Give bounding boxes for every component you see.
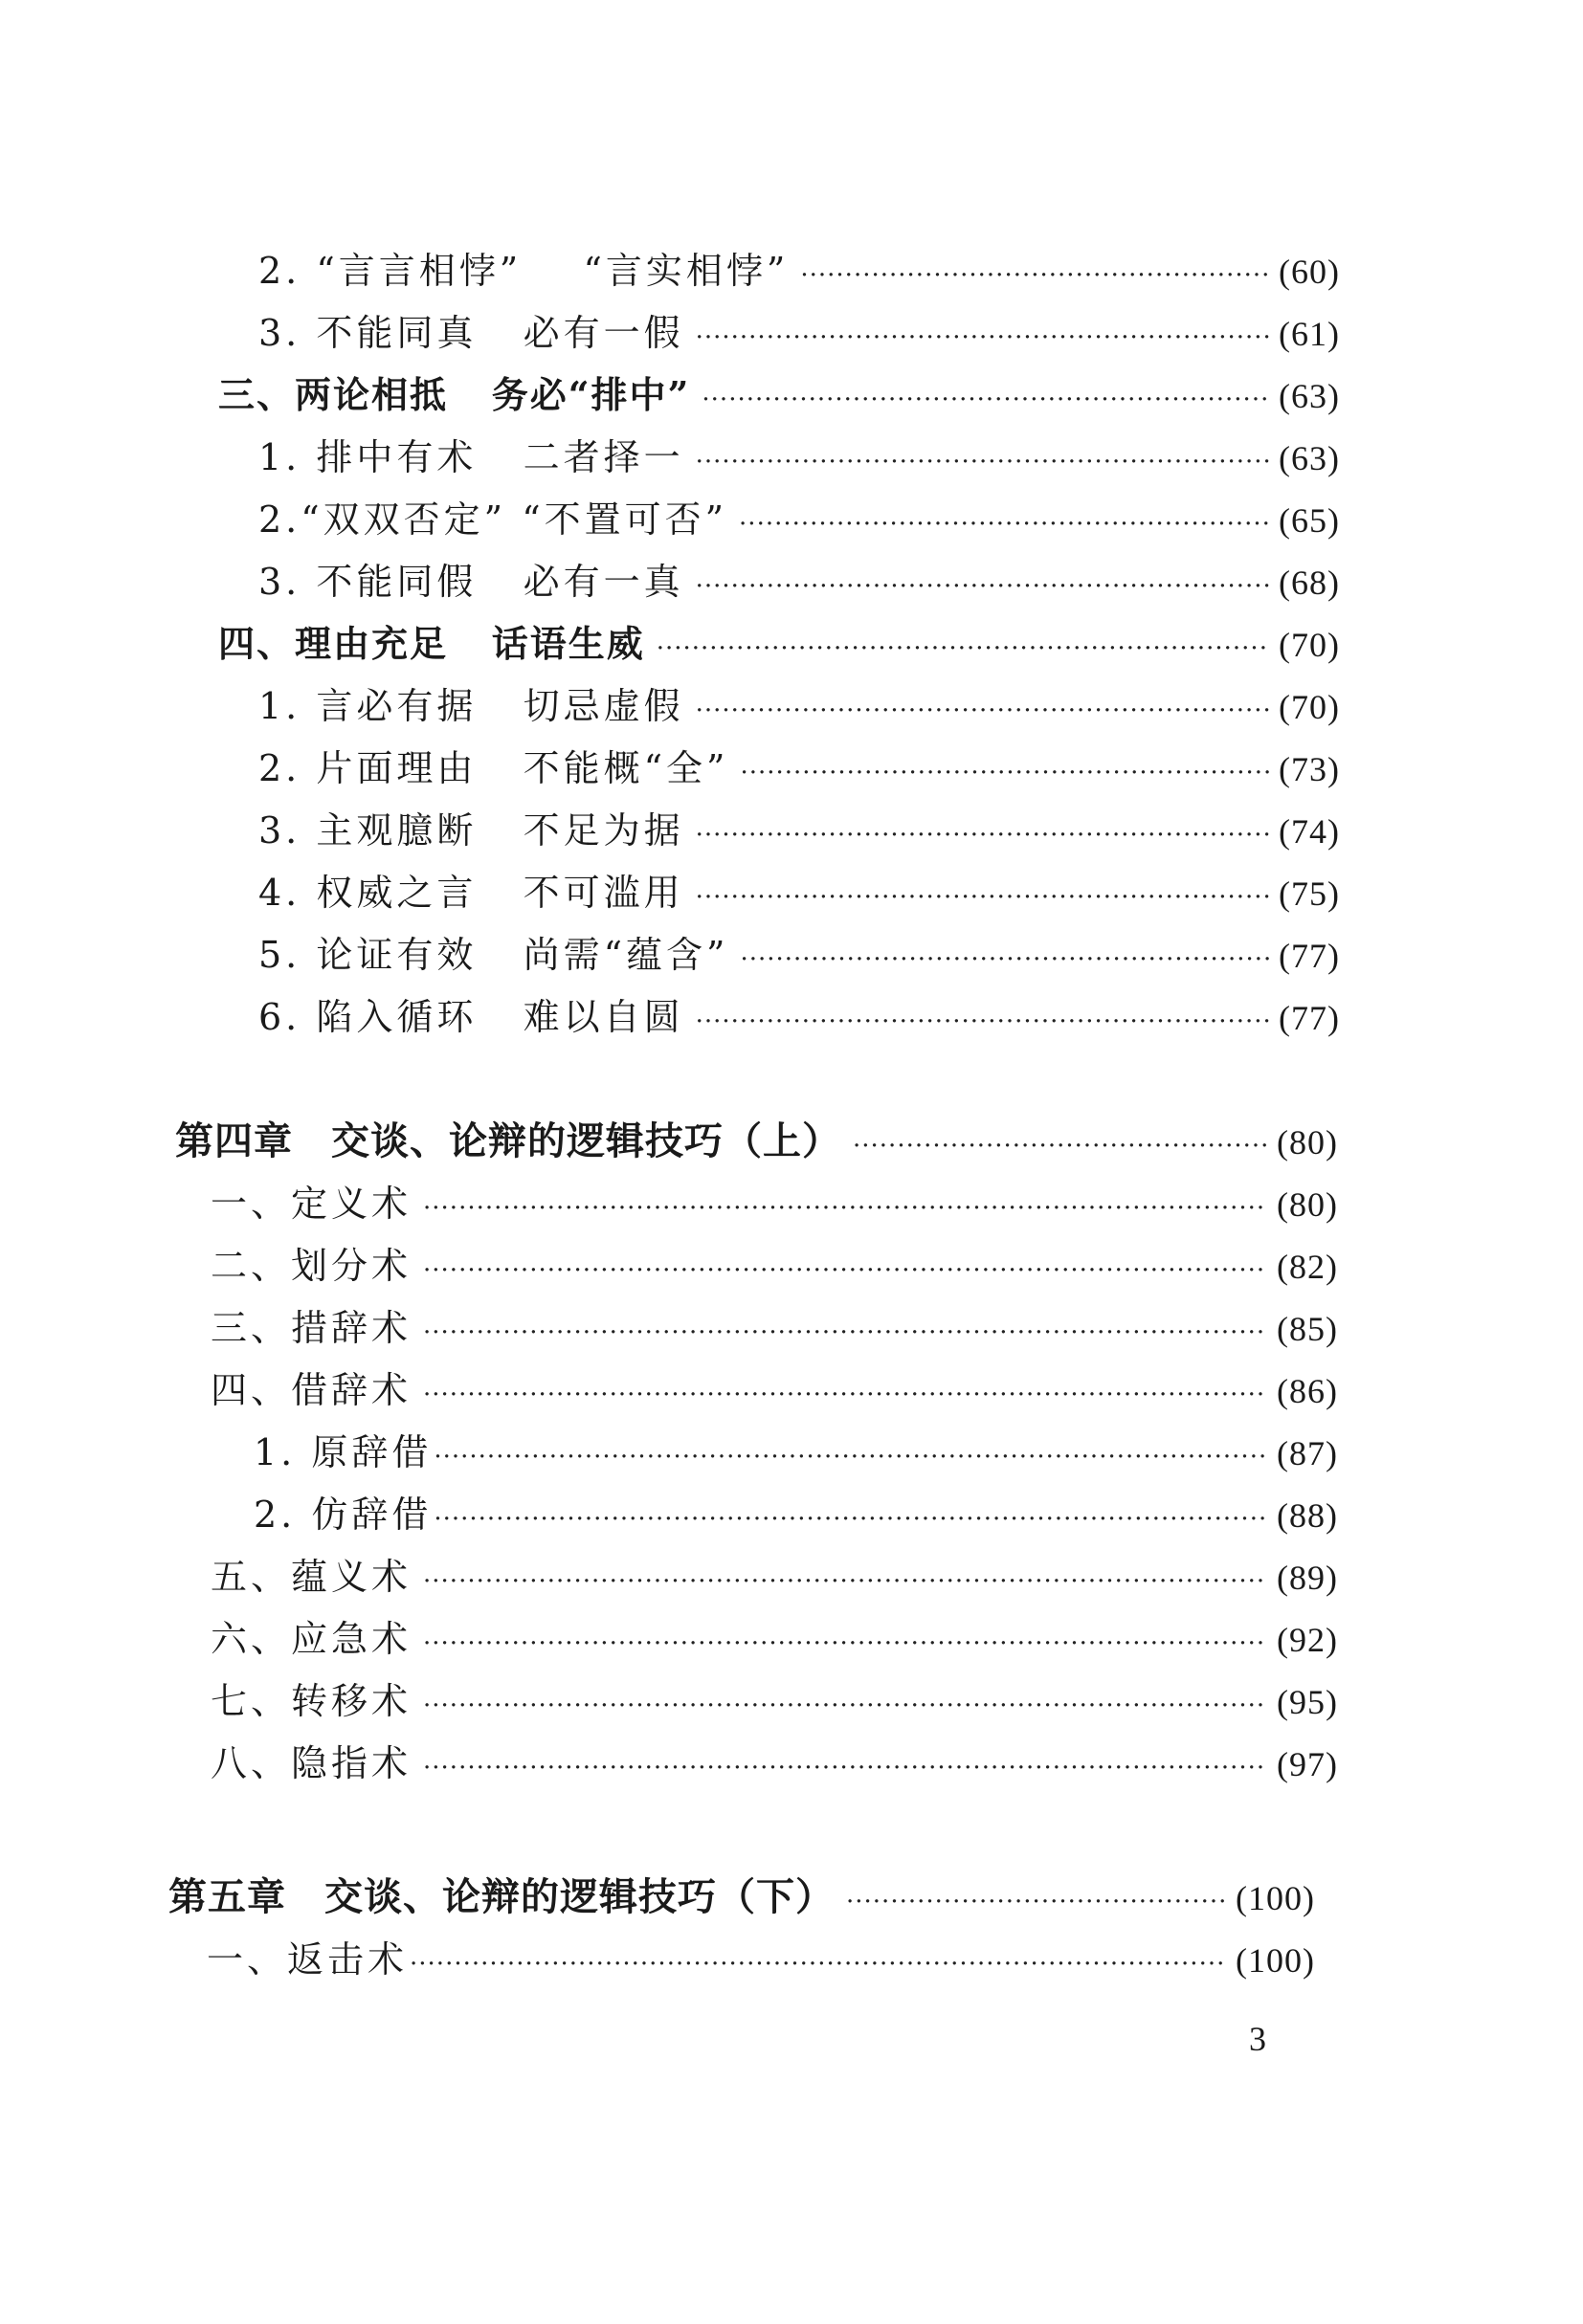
entry-title: 四、理由充足 话语生威	[218, 622, 645, 665]
entry-page-number: (70)	[1279, 626, 1340, 664]
chapter-title	[168, 1869, 835, 1926]
dot-leader	[423, 1615, 1267, 1672]
entry-title: 2. 仿辞借	[254, 1494, 433, 1536]
dot-leader	[423, 1180, 1267, 1237]
toc-entry	[258, 864, 1340, 921]
dot-leader	[853, 1118, 1267, 1175]
toc-entry	[258, 553, 1340, 610]
dot-leader	[423, 1304, 1267, 1361]
entry-page-number: (77)	[1279, 999, 1340, 1037]
entry-page-number: (92)	[1277, 1621, 1338, 1659]
toc-entry	[258, 677, 1340, 735]
entry-title: 3. 不能同假 必有一真	[258, 561, 684, 603]
dot-leader	[423, 1677, 1267, 1735]
dot-leader	[696, 869, 1269, 926]
dot-leader	[434, 1428, 1267, 1486]
entry-page-number: (89)	[1277, 1559, 1338, 1597]
entry-title: 1. 言必有据 切忌虚假	[258, 685, 684, 727]
toc-entry	[258, 926, 1340, 984]
dot-leader	[657, 620, 1269, 677]
entry-title: 4. 权威之言 不可滥用	[258, 872, 684, 914]
toc-entry	[211, 1361, 1338, 1419]
entry-title: 2.“双双否定” “不置可否”	[258, 498, 728, 541]
entry-page-number: (70)	[1279, 688, 1340, 726]
dot-leader	[696, 993, 1269, 1051]
entry-title: 八、隐指术	[211, 1742, 412, 1784]
dot-leader	[696, 309, 1269, 366]
page-number-footer: 3	[1249, 2020, 1266, 2058]
entry-title: 1. 排中有术 二者择一	[258, 436, 684, 478]
toc-entry	[254, 1486, 1338, 1543]
entry-title: 3. 不能同真 必有一假	[258, 312, 684, 354]
toc-entry	[258, 429, 1340, 486]
toc-entry	[258, 802, 1340, 859]
entry-page-number: (63)	[1279, 439, 1340, 477]
entry-page-number: (63)	[1279, 377, 1340, 415]
toc-entry	[211, 1735, 1338, 1792]
entry-title: 6. 陷入循环 难以自圆	[258, 996, 684, 1038]
toc-entry	[254, 1424, 1338, 1481]
entry-page-number: (75)	[1279, 874, 1340, 913]
toc-entry	[211, 1672, 1338, 1730]
chapter-number: 第四章	[175, 1118, 293, 1163]
entry-page-number: (68)	[1279, 564, 1340, 602]
toc-entry	[207, 1931, 1315, 1988]
entry-title: 1. 原辞借	[254, 1431, 433, 1473]
entry-page-number: (80)	[1277, 1185, 1338, 1224]
entry-title: 5. 论证有效 尚需“蕴含”	[258, 934, 729, 976]
dot-leader	[846, 1873, 1226, 1931]
entry-page-number: (100)	[1236, 1879, 1315, 1917]
entry-page-number: (73)	[1279, 750, 1340, 788]
entry-page-number: (82)	[1277, 1248, 1338, 1286]
entry-page-number: (88)	[1277, 1496, 1338, 1535]
toc-entry	[211, 1610, 1338, 1668]
toc-entry	[258, 242, 1340, 299]
toc-entry	[258, 491, 1340, 548]
dot-leader	[410, 1936, 1226, 1993]
toc-entry	[218, 615, 1340, 673]
dot-leader	[423, 1366, 1267, 1424]
entry-page-number: (86)	[1277, 1372, 1338, 1410]
dot-leader	[696, 807, 1269, 864]
chapter-subtitle: 交谈、论辩的逻辑技巧（下）	[324, 1874, 835, 1919]
entry-page-number: (61)	[1279, 315, 1340, 353]
chapter-entry	[168, 1869, 1315, 1926]
entry-title: 3. 主观臆断 不足为据	[258, 809, 684, 852]
toc-entry	[211, 1175, 1338, 1232]
entry-page-number: (65)	[1279, 501, 1340, 540]
dot-leader	[696, 682, 1269, 740]
entry-page-number: (74)	[1279, 812, 1340, 851]
dot-leader	[696, 433, 1269, 491]
entry-page-number: (80)	[1277, 1123, 1338, 1162]
toc-entry	[258, 988, 1340, 1046]
chapter-subtitle: 交谈、论辩的逻辑技巧（上）	[331, 1118, 841, 1163]
entry-title: 2. 片面理由 不能概“全”	[258, 747, 729, 789]
entry-title: 五、蕴义术	[211, 1556, 412, 1598]
entry-page-number: (100)	[1236, 1941, 1315, 1980]
entry-title: 四、借辞术	[211, 1369, 412, 1411]
toc-entry	[258, 740, 1340, 797]
toc-entry	[211, 1548, 1338, 1605]
dot-leader	[423, 1553, 1267, 1610]
entry-page-number: (77)	[1279, 937, 1340, 975]
entry-page-number: (60)	[1279, 253, 1340, 291]
chapter-number: 第五章	[168, 1874, 286, 1919]
toc-entry	[218, 366, 1340, 424]
entry-title: 2. “言言相悖” “言实相悖”	[258, 250, 790, 292]
dot-leader	[702, 371, 1269, 429]
entry-title: 三、两论相抵 务必“排中”	[218, 373, 691, 416]
dot-leader	[800, 247, 1269, 304]
entry-page-number: (87)	[1277, 1434, 1338, 1472]
toc-entry	[211, 1237, 1338, 1295]
entry-page-number: (97)	[1277, 1745, 1338, 1783]
entry-page-number: (95)	[1277, 1683, 1338, 1721]
toc-entry	[258, 304, 1340, 362]
entry-title: 七、转移术	[211, 1680, 412, 1722]
dot-leader	[423, 1739, 1267, 1797]
entry-title: 一、返击术	[207, 1938, 409, 1981]
toc-entry	[211, 1299, 1338, 1357]
entry-title: 一、定义术	[211, 1183, 412, 1225]
dot-leader	[434, 1491, 1267, 1548]
dot-leader	[740, 931, 1269, 988]
entry-title: 二、划分术	[211, 1245, 412, 1287]
entry-title: 六、应急术	[211, 1618, 412, 1660]
entry-title: 三、措辞术	[211, 1307, 412, 1349]
chapter-entry	[175, 1113, 1338, 1170]
dot-leader	[740, 744, 1269, 802]
dot-leader	[423, 1242, 1267, 1299]
dot-leader	[739, 496, 1269, 553]
entry-page-number: (85)	[1277, 1310, 1338, 1348]
chapter-title	[175, 1113, 841, 1170]
dot-leader	[696, 558, 1269, 615]
